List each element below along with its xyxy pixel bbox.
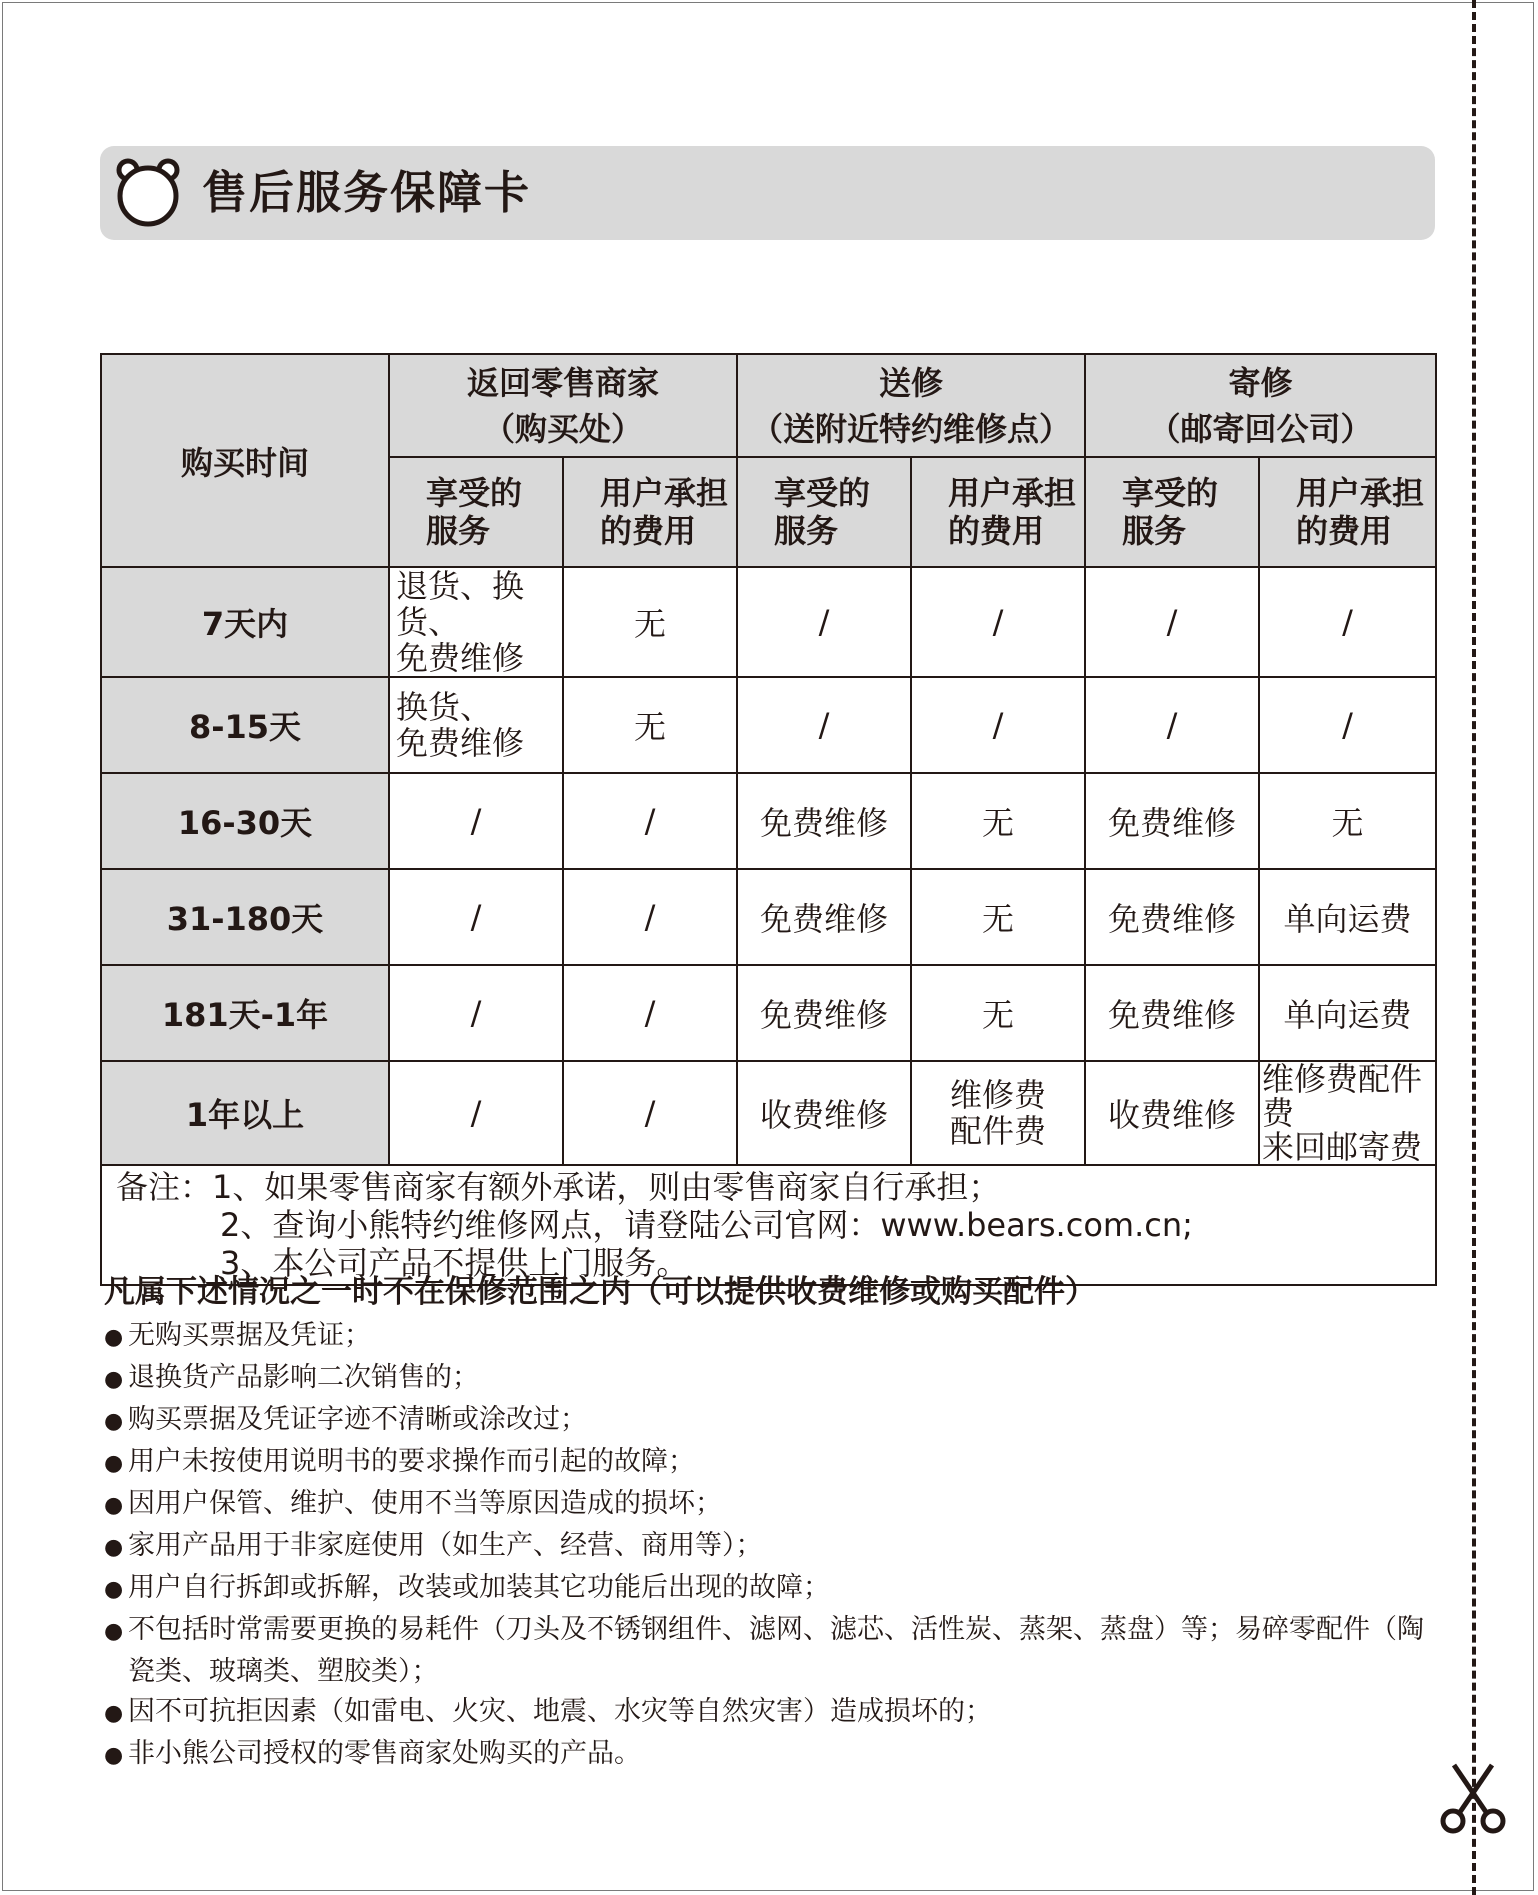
table-cell: 收费维修	[737, 1061, 911, 1165]
table-row	[101, 773, 1436, 869]
table-cell: 无	[1259, 773, 1436, 869]
bear-face-icon	[112, 156, 184, 228]
list-item: ● 用户自行拆卸或拆解，改装或加装其它功能后出现的故障；	[104, 1568, 1444, 1610]
table-cell: /	[911, 567, 1085, 677]
table-cell: /	[389, 773, 563, 869]
table-cell: /	[563, 869, 737, 965]
list-item: ● 不包括时常需要更换的易耗件（刀头及不锈钢组件、滤网、滤芯、活性炭、蒸架、蒸盘）等；易碎零配件（陶瓷类、玻璃类、塑胶类）；	[104, 1610, 1444, 1692]
list-item: ● 无购买票据及凭证；	[104, 1316, 1444, 1358]
table-cell: /	[1259, 677, 1436, 773]
list-item: ● 因不可抗拒因素（如雷电、火灾、地震、水灾等自然灾害）造成损坏的；	[104, 1692, 1444, 1734]
table-cell: 免费维修	[737, 773, 911, 869]
subheader-cost: 用户承担 的费用	[563, 457, 737, 567]
table-cell: 单向运费	[1259, 869, 1436, 965]
exclusions-list	[104, 1316, 1444, 1776]
period-label: 181天-1年	[101, 965, 389, 1061]
table-cell: 退货、换货、 免费维修	[389, 567, 563, 677]
purchase-time-header: 购买时间	[101, 354, 389, 567]
table-cell: 无	[911, 869, 1085, 965]
table-cell: 免费维修	[737, 869, 911, 965]
period-label: 16-30天	[101, 773, 389, 869]
subheader-service: 享受的 服务	[737, 457, 911, 567]
table-cell: 换货、 免费维修	[389, 677, 563, 773]
table-row	[101, 869, 1436, 965]
table-cell: 无	[911, 773, 1085, 869]
group-header-repair-center: 送修 （送附近特约维修点）	[737, 354, 1085, 457]
subheader-cost: 用户承担 的费用	[911, 457, 1085, 567]
table-cell: 单向运费	[1259, 965, 1436, 1061]
note-line: 2、查询小熊特约维修网点，请登陆公司官网：www.bears.com.cn;	[220, 1206, 1193, 1244]
table-cell: 维修费配件费 来回邮寄费	[1259, 1061, 1436, 1165]
table-cell: 无	[911, 965, 1085, 1061]
table-cell: /	[563, 773, 737, 869]
table-cell: 收费维修	[1085, 1061, 1259, 1165]
table-cell: /	[389, 1061, 563, 1165]
table-cell: /	[737, 567, 911, 677]
dashed-cut-line	[1472, 0, 1476, 1895]
table-cell: /	[1085, 677, 1259, 773]
exclusions-title: 凡属下述情况之一时不在保修范围之内（可以提供收费维修或购买配件）	[104, 1274, 1096, 1310]
list-item: ● 购买票据及凭证字迹不清晰或涂改过；	[104, 1400, 1444, 1442]
group-header-mail-in: 寄修 （邮寄回公司）	[1085, 354, 1436, 457]
table-cell: 维修费 配件费	[911, 1061, 1085, 1165]
period-label: 31-180天	[101, 869, 389, 965]
table-cell: /	[563, 1061, 737, 1165]
list-item: ● 因用户保管、维护、使用不当等原因造成的损坏；	[104, 1484, 1444, 1526]
page-title: 售后服务保障卡	[202, 166, 532, 219]
notes-row	[101, 1165, 1436, 1285]
table-cell: /	[389, 965, 563, 1061]
table-cell: /	[563, 965, 737, 1061]
scissors-icon	[1438, 1763, 1508, 1835]
table-cell: 免费维修	[737, 965, 911, 1061]
period-label: 8-15天	[101, 677, 389, 773]
table-cell: /	[737, 677, 911, 773]
table-row	[101, 677, 1436, 773]
list-item: ● 用户未按使用说明书的要求操作而引起的故障；	[104, 1442, 1444, 1484]
table-row	[101, 965, 1436, 1061]
table-row	[101, 567, 1436, 677]
note-line: 备注：1、如果零售商家有额外承诺，则由零售商家自行承担；	[116, 1168, 1001, 1206]
table-cell: 无	[563, 567, 737, 677]
subheader-cost: 用户承担 的费用	[1259, 457, 1436, 567]
period-label: 1年以上	[101, 1061, 389, 1165]
period-label: 7天内	[101, 567, 389, 677]
list-item: ● 非小熊公司授权的零售商家处购买的产品。	[104, 1734, 1444, 1776]
warranty-table	[100, 353, 1437, 1286]
group-header-row	[101, 354, 1436, 457]
list-item: ● 家用产品用于非家庭使用（如生产、经营、商用等）；	[104, 1526, 1444, 1568]
table-cell: /	[389, 869, 563, 965]
group-header-retailer: 返回零售商家 （购买处）	[389, 354, 737, 457]
table-cell: 无	[563, 677, 737, 773]
table-cell: /	[1085, 567, 1259, 677]
subheader-service: 享受的 服务	[389, 457, 563, 567]
table-cell: 免费维修	[1085, 773, 1259, 869]
notes-cell	[101, 1165, 1436, 1285]
table-cell: 免费维修	[1085, 965, 1259, 1061]
list-item: ● 退换货产品影响二次销售的；	[104, 1358, 1444, 1400]
table-cell: /	[1259, 567, 1436, 677]
table-cell: 免费维修	[1085, 869, 1259, 965]
table-cell: /	[911, 677, 1085, 773]
note-line: 3、本公司产品不提供上门服务。	[220, 1244, 689, 1282]
subheader-service: 享受的 服务	[1085, 457, 1259, 567]
table-row	[101, 1061, 1436, 1165]
